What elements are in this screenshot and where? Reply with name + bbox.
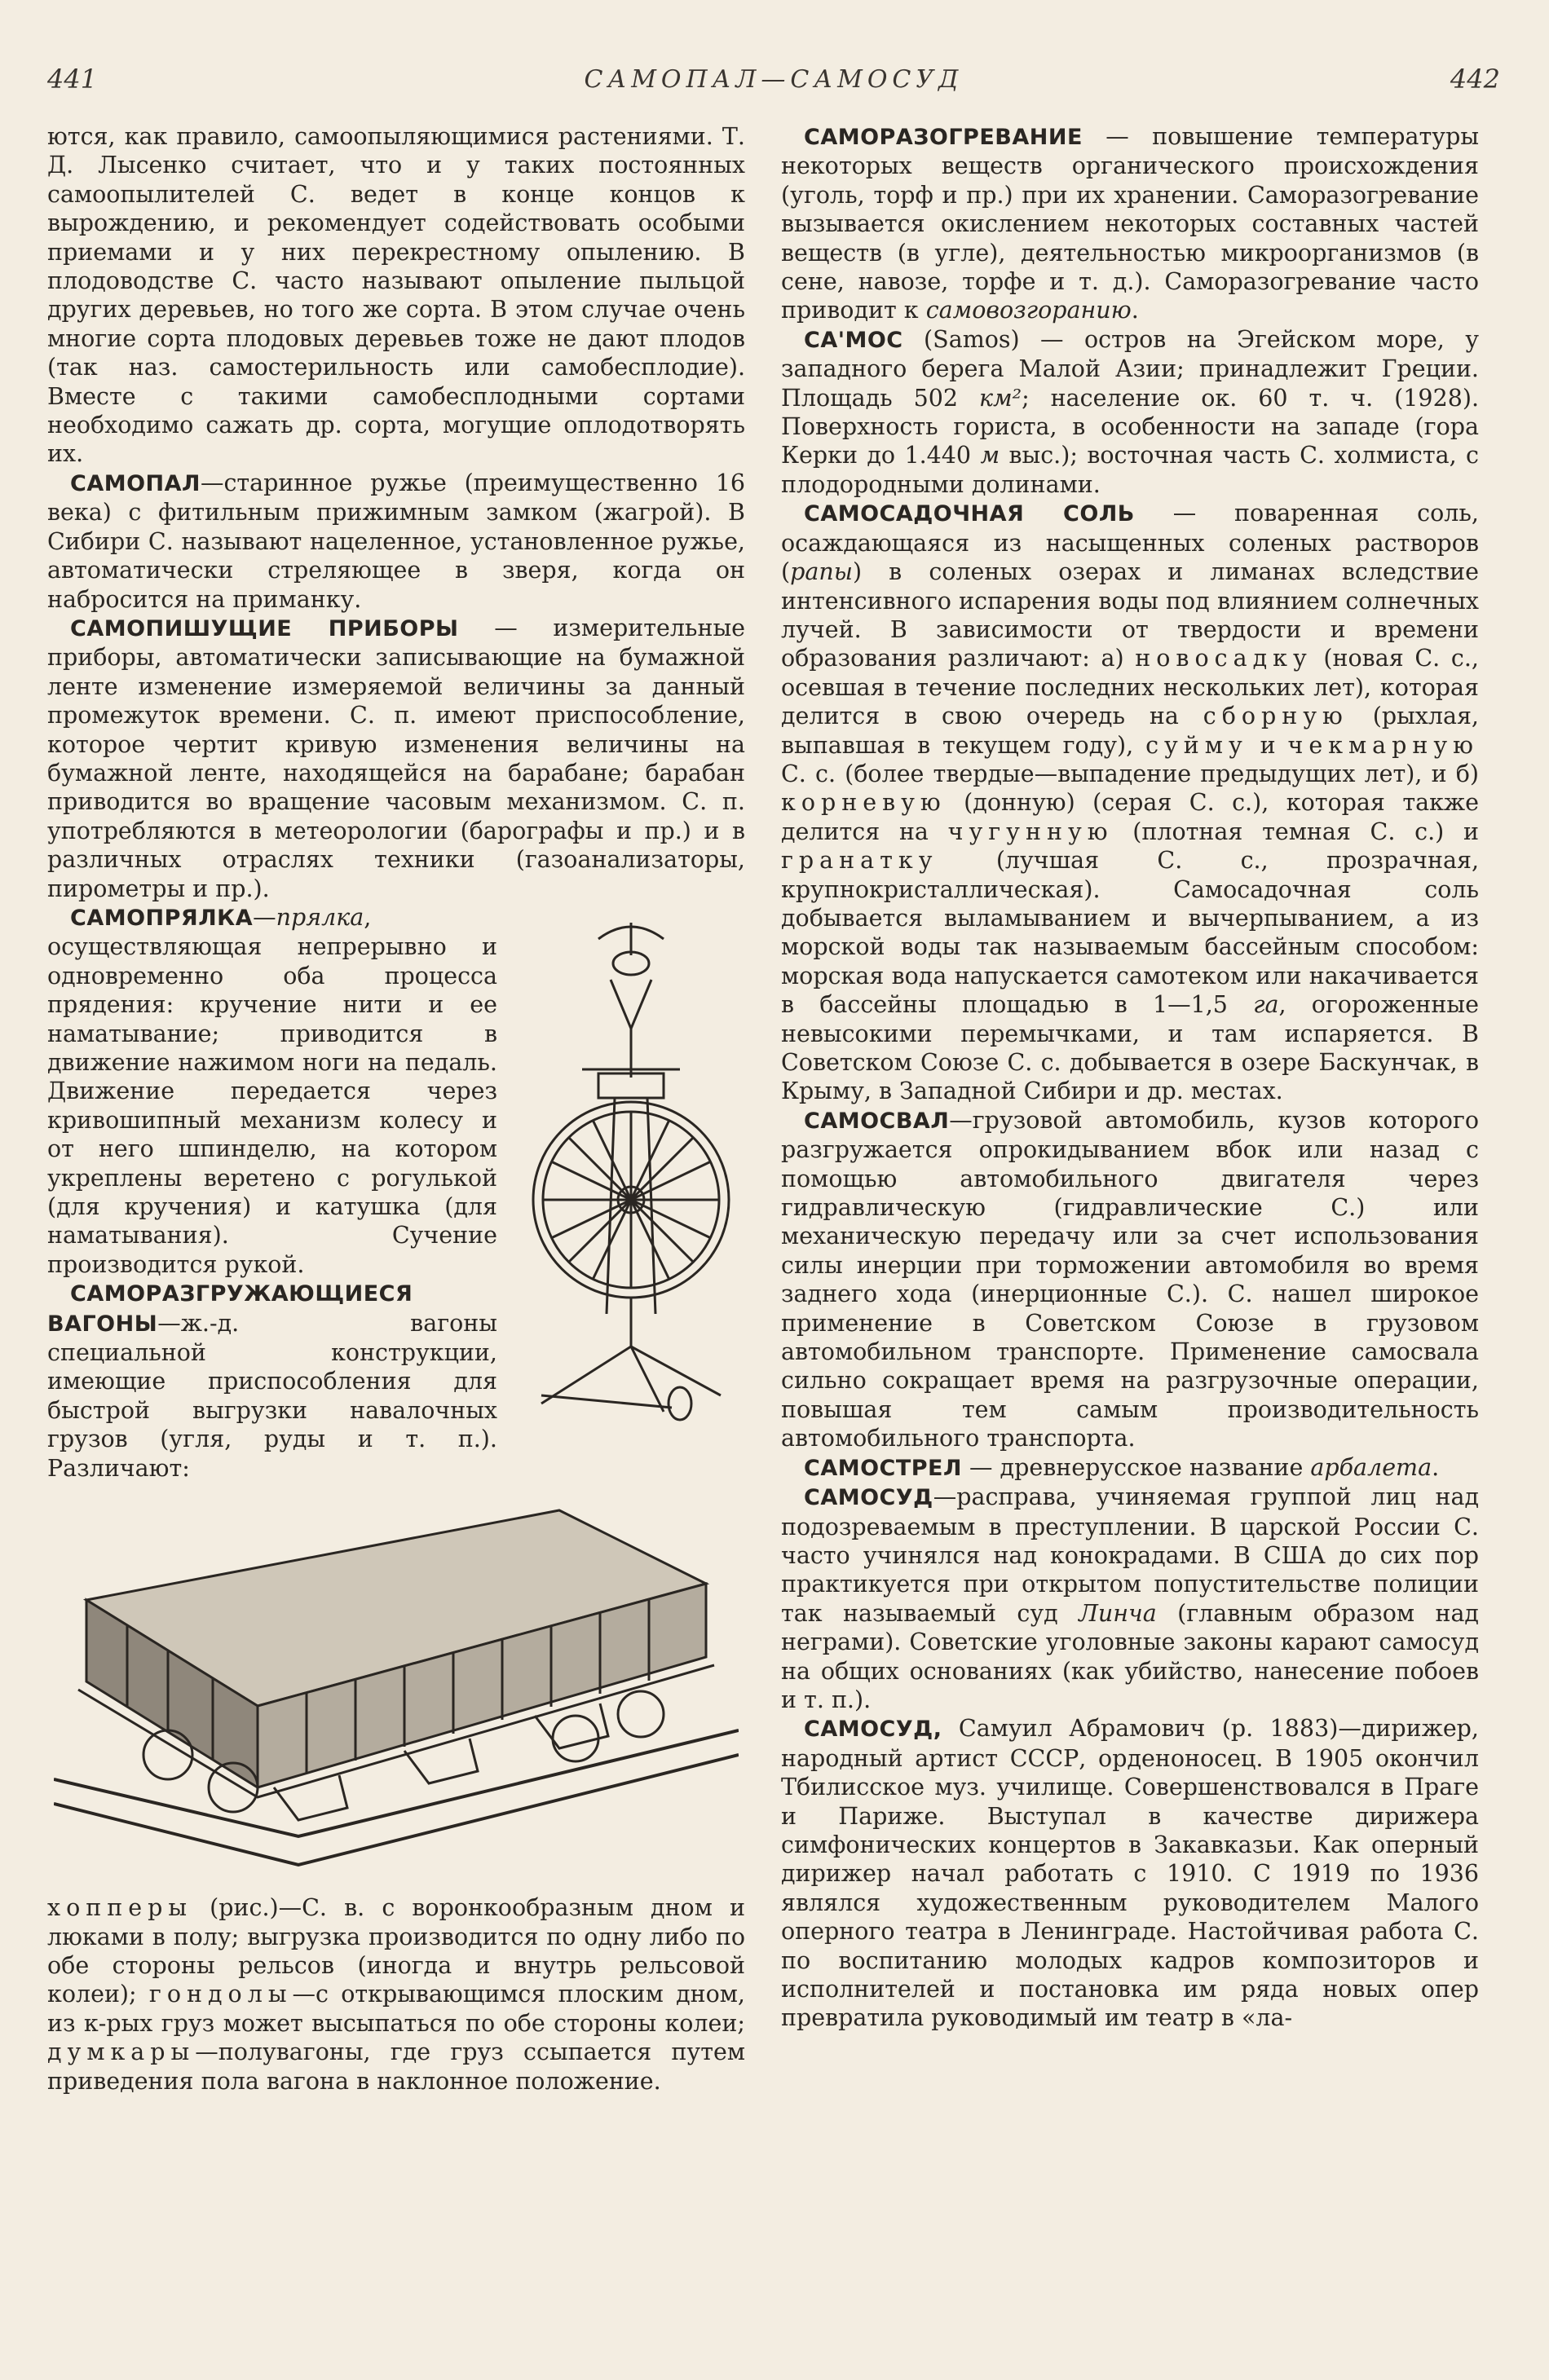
entry-term: САМОСВАЛ xyxy=(804,1108,950,1134)
entry-text: — измерительные приборы, автоматически записывающие на бумажной ленте изменение измеряемой величины за данный промежуток времени. С. п. имеют приспособление, которое чертит кривую изменения величины на бумажной ленте, находящейся на барабане; барабан приводится во вращение часовым механизмом. С. п. употребляются в метеорологии (барографы и пр.) и в различных отраслях техники (газоанализаторы, пирометры и пр.). xyxy=(47,614,745,902)
entry-samopryalka: САМОПРЯЛКА—прялка, осуществляющая непрерывно и одновременно оба процесса прядения: кручение нити и ее наматывание; приводится в движение нажимом ноги на педаль. Движение передается через кривошипный механизм колесу и от него шпинделю, на котором укреплены веретено с рогулькой (для кручения) и катушка (для наматывания). Сучение производится рукой. xyxy=(47,903,497,1278)
entry-samos: СА'МОС (Samos) — остров на Эгейском море, у западного берега Малой Азии; принадлежит Греции. Площадь 502 км²; население ок. 60 т. ч. (1928). Поверхность гориста, в особенности на западе (гора Керки до 1.440 м выс.); восточная часть С. холмиста, с плодородными долинами. xyxy=(781,325,1480,498)
entry-text: —старинное ружье (преимущественно 16 века) с фитильным прижимным замком (жагрой). В Сибири С. называют нацеленное, установленное ружье, автоматически стреляющее в зверя, когда он набросится на приманку. xyxy=(47,469,745,613)
spinning-wheel-illustration xyxy=(509,906,745,1428)
entry-term: СА'МОС xyxy=(804,327,903,353)
page-number-right: 442 xyxy=(1450,64,1500,95)
cross-reference: самовозгоранию xyxy=(925,297,1132,324)
running-title: САМОПАЛ—САМОСУД xyxy=(584,65,964,94)
entry-samostrel: САМОСТРЕЛ — древнерусское название арбалета. xyxy=(804,1453,1440,1481)
entry-samosval: САМОСВАЛ—грузовой автомобиль, кузов которого разгружается опрокидыванием вбок или назад с помощью автомобильного двигателя через гидравлическую (гидравлические С.) или механическую передачу или за счет использования силы инерции при торможении автомобиля во время заднего хода (инерционные С.). С. нашел широкое применение в Советском Союзе в грузовом автомобильном транспорте. Применение самосвала сильно сокращает время на разгрузочные операции, повышая тем самым производительность автомобильного транспорта. xyxy=(781,1106,1479,1452)
entry-term: САМОСУД, xyxy=(804,1717,942,1743)
entry-term: САМОСТРЕЛ xyxy=(804,1455,962,1481)
entry-continuation-vagony: хопперы (рис.)—С. в. с воронкообразным дном и люками в полу; выгрузка производится по одну либо по обе стороны рельсов (иногда и внутрь рельсовой колеи); гондолы—с открывающимся плоским дном, из к-рых груз может высыпаться по обе стороны колеи; думкары—полувагоны, где груз ссыпается путем приведения пола вагона в наклонное положение. xyxy=(47,1894,745,2095)
entry-samopishushchie-pribory xyxy=(47,614,745,903)
entry-term: САМОРАЗГРУЖАЮЩИЕСЯ ВАГОНЫ xyxy=(47,1281,413,1337)
hopper-wagon-illustration xyxy=(54,1494,739,1885)
entry-term: САМОСАДОЧНАЯ СОЛЬ xyxy=(804,501,1135,527)
entry-term: САМОПРЯЛКА xyxy=(70,905,254,931)
entry-term: САМОПИШУЩИЕ ПРИБОРЫ xyxy=(70,615,459,641)
page-number-left: 441 xyxy=(47,64,98,95)
entry-samopal xyxy=(47,469,745,614)
entry-term: САМОРАЗОГРЕВАНИЕ xyxy=(804,125,1083,150)
entry-continuation: ются, как правило, самоопыляющимися растениями. Т. Д. Лысенко считает, что и у таких постоянных самоопылителей С. ведет в конце концов к вырождению, и рекомендует содействовать особыми приемами и у них перекрестному опылению. В плодоводстве С. часто называют опыление пыльцой других деревьев, но того же сорта. В этом случае очень многие сорта плодовых деревьев тоже не дают плодов (так наз. самостерильность или самобесплодие). Вместе с такими самобесплодными сортами необходимо сажать др. сорта, могущие оплодотворять их. xyxy=(47,123,745,468)
entry-text: —ж.-д. вагоны специальной конструкции, имеющие приспособления для быстрой выгрузки навалочных грузов (угля, руды и т. п.). Различают: xyxy=(47,1309,497,1482)
entry-samosadochnaya-sol: САМОСАДОЧНАЯ СОЛЬ — поваренная соль, осаждающаяся из насыщенных соленых растворов (рапы) в соленых озерах и лиманах вследствие интенсивного испарения воды под влиянием солнечных лучей. В зависимости от твердости и времени образования различают: а) новосадку (новая С. с., осевшая в течение последних нескольких лет), которая делится в свою очередь на сборную (рыхлая, выпавшая в текущем году), суйму и чекмарную С. с. (более твердые—выпадение предыдущих лет), и б) корневую (донную) (серая С. с.), которая также делится на чугунную (плотная темная С. с.) и гранатку (лучшая С. с., прозрачная, крупнокристаллическая). Самосадочная соль добывается выламыванием и вычерпыванием, а из морской воды так называемым бассейным способом: морская вода напускается самотеком или накачивается в бассейны площадью в 1—1,5 га, огороженные невысокими перемычками, и там испаряется. В Советском Союзе С. с. добывается в озере Баскунчак, в Крыму, в Западной Сибири и др. местах. xyxy=(781,500,1479,1105)
right-column xyxy=(781,122,1479,2033)
entry-term: САМОПАЛ xyxy=(70,470,201,496)
entry-samosud-person: САМОСУД, Самуил Абрамович (р. 1883)—дирижер, народный артист СССР, орденоносец. В 1905 окончил Тбилисское муз. училище. Совершенствовался в Праге и Париже. Выступал в качестве дирижера симфонических концертов в Закавказьи. Как оперный дирижер начал работать с 1910. С 1919 по 1936 являлся художественным руководителем Малого оперного театра в Ленинграде. Настойчивая работа С. по воспитанию молодых кадров композиторов и исполнителей и постановка им ряда новых опер превратила руководимый им театр в «ла- xyxy=(781,1715,1479,2032)
page-header xyxy=(47,64,1500,99)
entry-samosud: САМОСУД—расправа, учиняемая группой лиц над подозреваемым в преступлении. В царской России С. часто учинялся над конокрадами. В США до сих пор практикуется при открытом попустительстве полиции так называемый суд Линча (главным образом над неграми). Советские уголовные законы карают самосуд на общих основаниях (как убийство, нанесение побоев и т. п.). xyxy=(781,1483,1479,1713)
entry-term: САМОСУД xyxy=(804,1485,933,1511)
left-column xyxy=(47,122,745,2096)
entry-text: , осуществляющая непрерывно и одновременно оба процесса прядения: кручение нити и ее наматывание; приводится в движение нажимом ноги на педаль. Движение передается через кривошипный механизм колесу и от него шпинделю, на котором укреплены веретено с рогулькой (для кручения) и катушка (для наматывания). Сучение производится рукой. xyxy=(47,903,497,1278)
entry-samorazogrevanie: САМОРАЗОГРЕВАНИЕ — повышение температуры некоторых веществ органического происхождения (уголь, торф и пр.) при их хранении. Саморазогревание вызывается окислением некоторых составных частей веществ (в угле), деятельностью микроорганизмов (в сене, навозе, торфе и т. д.). Саморазогревание часто приводит к самовозгоранию. xyxy=(781,123,1479,324)
